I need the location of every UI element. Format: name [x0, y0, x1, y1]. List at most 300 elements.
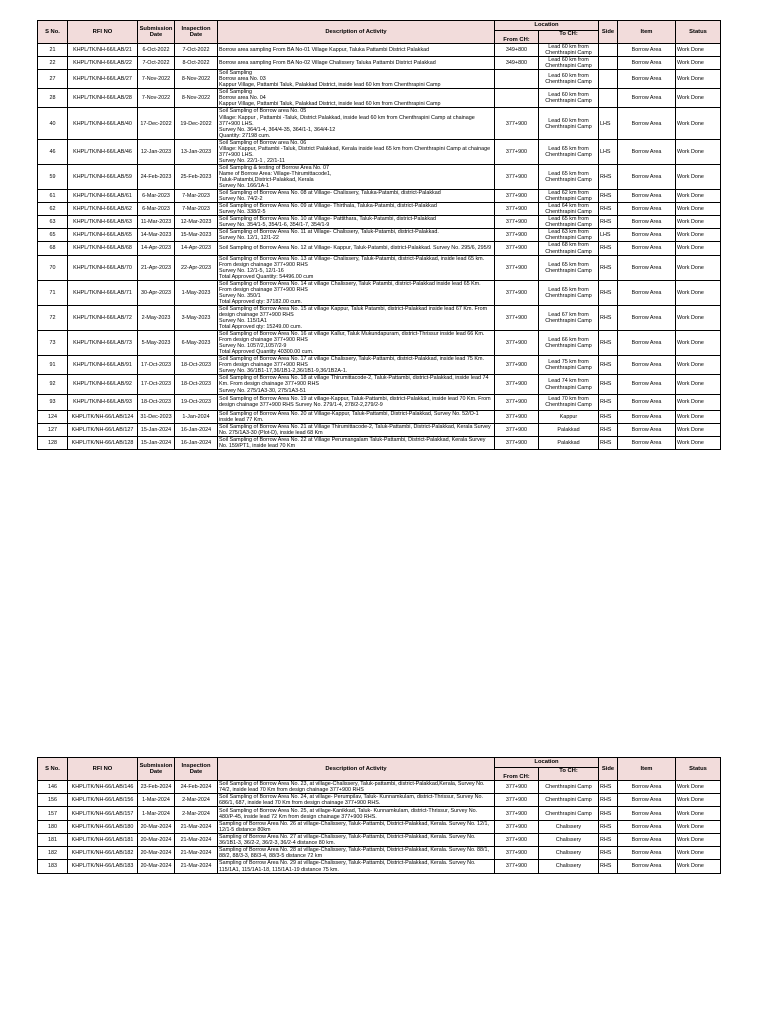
- table-row: [38, 860, 721, 873]
- cell-side: RHS: [599, 375, 618, 394]
- cell-side: RHS: [599, 860, 618, 873]
- cell-to-ch: Lead 75 km from Chenthrapini Camp: [539, 356, 599, 375]
- cell-rfi: KHPL/TK/NH-66/LAB/21: [68, 44, 138, 57]
- cell-submission-date: 1-Mar-2024: [138, 807, 175, 821]
- cell-sno: 128: [38, 436, 68, 449]
- cell-side: RHS: [599, 216, 618, 229]
- header-from-ch: From CH:: [495, 31, 539, 44]
- cell-to-ch: Chalissery: [539, 834, 599, 847]
- cell-to-ch: Chalissery: [539, 860, 599, 873]
- cell-sno: 61: [38, 190, 68, 203]
- cell-item: Borrow Area: [618, 375, 676, 394]
- header-location: Location: [495, 758, 599, 768]
- cell-rfi: KHPL/TK/NH-66/LAB/156: [68, 794, 138, 807]
- cell-side: [599, 57, 618, 70]
- cell-sno: 40: [38, 108, 68, 139]
- cell-submission-date: 17-Dec-2022: [138, 108, 175, 139]
- cell-rfi: KHPL/TK/NH-66/LAB/91: [68, 356, 138, 375]
- cell-description: Soil Sampling of Borrow Area No. 18 at village Thirumittacode-2, Taluk-Pattambi, district-Palakkad, inside lead 74 Km. From design chainage 377+900 RHS Survey No. 275/1A3-30, 275/1A3-51: [218, 375, 495, 394]
- cell-item: Borrow Area: [618, 834, 676, 847]
- cell-item: Borrow Area: [618, 216, 676, 229]
- cell-to-ch: Chalissery: [539, 847, 599, 860]
- cell-to-ch: Lead 67 km from Chenthrapini Camp: [539, 305, 599, 330]
- cell-submission-date: 7-Nov-2022: [138, 70, 175, 89]
- cell-inspection-date: 18-Oct-2023: [175, 356, 218, 375]
- cell-description: Soil Sampling of Borrow Area No. 12 at Village- Kappur, Taluk-Patambi, district-Palakkad. Survey No. 295/6, 295/9: [218, 242, 495, 255]
- cell-item: Borrow Area: [618, 821, 676, 834]
- cell-to-ch: Lead 60 km from Chenthrapini Camp: [539, 89, 599, 108]
- cell-rfi: KHPL/TK/NH-66/LAB/71: [68, 280, 138, 305]
- cell-side: RHS: [599, 807, 618, 821]
- cell-side: RHS: [599, 423, 618, 436]
- cell-description: Soil Sampling of Borrow Area No. 09 at Village- Thirthala, Taluka-Patambi, district-Palakkad Survey No. 338/2-5: [218, 203, 495, 216]
- cell-submission-date: 20-Mar-2024: [138, 847, 175, 860]
- cell-to-ch: Palakkad: [539, 423, 599, 436]
- cell-side: RHS: [599, 410, 618, 423]
- header-from-ch: From CH:: [495, 768, 539, 781]
- cell-description: Soil Sampling of Borrow area No. 05 Village: Kappur , Pattambi -Taluk, District Palakkad, inside lead 60 km from Chenthrapini Camp at chainage 377+900 LHS. Survey No. 364/1-4, 364/4-35, 364/1-1, 364/4-12 Quantity: 27198 cum.: [218, 108, 495, 139]
- cell-description: Soil Sampling of Borrow Area No. 11 at Village- Chalissery, Taluk-Patambi, district-Palakkad. Survey No. 12/1, 12/1-22: [218, 229, 495, 242]
- table-row: [38, 807, 721, 821]
- cell-from-ch: 377+900: [495, 242, 539, 255]
- cell-submission-date: 31-Dec-2023: [138, 410, 175, 423]
- header-side: Side: [599, 21, 618, 44]
- cell-side: RHS: [599, 203, 618, 216]
- cell-side: LHS: [599, 229, 618, 242]
- cell-inspection-date: 21-Mar-2024: [175, 860, 218, 873]
- table-row: [38, 89, 721, 108]
- cell-from-ch: 377+900: [495, 781, 539, 794]
- cell-side: RHS: [599, 394, 618, 410]
- table-row: [38, 70, 721, 89]
- cell-inspection-date: 21-Mar-2024: [175, 821, 218, 834]
- cell-status: Work Done: [676, 394, 721, 410]
- cell-rfi: KHPL/TK/NH-66/LAB/128: [68, 436, 138, 449]
- cell-description: Soil Sampling & testing of Borrow Area No. 07 Name of Borrow Area: Village-Thirumittacode1, Taluk-Patambi,District-Palakkad, Kerala Survey No. 166/1A-1: [218, 164, 495, 189]
- cell-item: Borrow Area: [618, 423, 676, 436]
- cell-from-ch: 349+800: [495, 44, 539, 57]
- header-submission-date: Submission Date: [138, 21, 175, 44]
- cell-from-ch: 377+900: [495, 280, 539, 305]
- cell-status: Work Done: [676, 280, 721, 305]
- cell-rfi: KHPL/TK/NH-66/LAB/63: [68, 216, 138, 229]
- table-row: [38, 436, 721, 449]
- cell-item: Borrow Area: [618, 860, 676, 873]
- cell-inspection-date: 12-Mar-2023: [175, 216, 218, 229]
- cell-status: Work Done: [676, 375, 721, 394]
- cell-item: Borrow Area: [618, 229, 676, 242]
- header-sno: S No.: [38, 21, 68, 44]
- cell-sno: 182: [38, 847, 68, 860]
- header-to-ch: To CH:: [539, 768, 599, 781]
- cell-rfi: KHPL/TK/NH-66/LAB/181: [68, 834, 138, 847]
- cell-side: RHS: [599, 356, 618, 375]
- cell-description: Sampling of Borrow Area No. 26 at village-Chalissery, Taluk-Pattambi, District-Palakkad, Kerala. Survey No. 12/1, 12/1-5 distance 80km: [218, 821, 495, 834]
- cell-item: Borrow Area: [618, 781, 676, 794]
- cell-status: Work Done: [676, 44, 721, 57]
- cell-from-ch: 377+900: [495, 216, 539, 229]
- cell-description: Soil Sampling of Borrow Area No. 20 at Village-Kappur, Taluk-Pattambi, District-Palakkad, Survey No. 52/O-1 inside lead 77 Km.: [218, 410, 495, 423]
- cell-sno: 22: [38, 57, 68, 70]
- header-side: Side: [599, 758, 618, 781]
- table-row: [38, 331, 721, 356]
- cell-sno: 127: [38, 423, 68, 436]
- cell-inspection-date: 2-Mar-2024: [175, 807, 218, 821]
- cell-submission-date: 11-Mar-2023: [138, 216, 175, 229]
- cell-from-ch: 377+900: [495, 356, 539, 375]
- cell-rfi: KHPL/TK/NH-66/LAB/93: [68, 394, 138, 410]
- cell-from-ch: 377+900: [495, 375, 539, 394]
- cell-item: Borrow Area: [618, 794, 676, 807]
- cell-to-ch: Lead 70 km from Chenthrapini Camp: [539, 394, 599, 410]
- cell-item: Borrow Area: [618, 847, 676, 860]
- cell-submission-date: 7-Nov-2022: [138, 89, 175, 108]
- cell-submission-date: 5-May-2023: [138, 331, 175, 356]
- cell-sno: 156: [38, 794, 68, 807]
- cell-status: Work Done: [676, 229, 721, 242]
- cell-rfi: KHPL/TK/NH-66/LAB/61: [68, 190, 138, 203]
- cell-rfi: KHPL/TK/NH-66/LAB/146: [68, 781, 138, 794]
- cell-inspection-date: 16-Jan-2024: [175, 436, 218, 449]
- cell-inspection-date: 18-Oct-2023: [175, 375, 218, 394]
- cell-description: Soil Sampling of Borrow Area No. 24, at village- Perumpilav, Taluk- Kunnamkulam, district-Thrissur, Survey No. 686/1, 687, inside lead 70 Km from design chainage 377+900 RHS.: [218, 794, 495, 807]
- cell-side: RHS: [599, 834, 618, 847]
- table-row: [38, 410, 721, 423]
- cell-rfi: KHPL/TK/NH-66/LAB/68: [68, 242, 138, 255]
- cell-sno: 71: [38, 280, 68, 305]
- cell-rfi: KHPL/TK/NH-66/LAB/92: [68, 375, 138, 394]
- cell-inspection-date: 7-Mar-2023: [175, 190, 218, 203]
- cell-submission-date: 18-Oct-2023: [138, 394, 175, 410]
- table-row: [38, 280, 721, 305]
- cell-description: Soil Sampling of Borrow Area No. 14 at village Chalissery, Taluk Patambi, district-Palakkad inside lead 65 Km. From design chainage 377+900 RHS Survey No. 350/1 Total Approved qty: 37182.00 cum.: [218, 280, 495, 305]
- cell-status: Work Done: [676, 807, 721, 821]
- cell-description: Soil Sampling of Borrow Area No. 08 at Village- Chalissery, Taluka-Patambi, district-Palakkad Survey No. 74/2-2: [218, 190, 495, 203]
- cell-side: RHS: [599, 821, 618, 834]
- cell-from-ch: 377+900: [495, 203, 539, 216]
- cell-to-ch: Lead 65 km from Chenthrapini Camp: [539, 280, 599, 305]
- cell-rfi: KHPL/TK/NH-66/LAB/182: [68, 847, 138, 860]
- cell-status: Work Done: [676, 203, 721, 216]
- cell-description: Soil Sampling of Borrow Area No. 15 at village Kappur, Taluk Patambi, district-Palakkad inside lead 67 Km. From design chainage 377+900 RHS Survey No. 115/1A1 Total Approved qty: 15249.00 cum.: [218, 305, 495, 330]
- cell-inspection-date: 8-Oct-2022: [175, 57, 218, 70]
- cell-item: Borrow Area: [618, 436, 676, 449]
- cell-to-ch: Palakkad: [539, 436, 599, 449]
- cell-rfi: KHPL/TK/NH-66/LAB/73: [68, 331, 138, 356]
- cell-inspection-date: 19-Oct-2023: [175, 394, 218, 410]
- cell-sno: 59: [38, 164, 68, 189]
- cell-sno: 28: [38, 89, 68, 108]
- cell-to-ch: Lead 60 km from Chenthrapini Camp: [539, 108, 599, 139]
- cell-to-ch: Chenthrapini Camp: [539, 807, 599, 821]
- cell-inspection-date: 8-Nov-2022: [175, 89, 218, 108]
- cell-inspection-date: 13-Jan-2023: [175, 139, 218, 164]
- cell-description: Sampling of Borrow Area No. 29 at village-Chalissery, Taluk-Pattambi, District-Palakkad, Kerala. Survey No. 115/1A1, 115/1A1-18, 115/1A1-19 distance 75 km.: [218, 860, 495, 873]
- cell-from-ch: 377+900: [495, 807, 539, 821]
- cell-submission-date: 1-Mar-2024: [138, 794, 175, 807]
- cell-status: Work Done: [676, 255, 721, 280]
- cell-from-ch: 377+900: [495, 423, 539, 436]
- cell-to-ch: Lead 65 km from Chenthrapini Camp: [539, 164, 599, 189]
- cell-inspection-date: 7-Oct-2022: [175, 44, 218, 57]
- cell-submission-date: 30-Apr-2023: [138, 280, 175, 305]
- cell-side: RHS: [599, 305, 618, 330]
- cell-from-ch: 377+900: [495, 821, 539, 834]
- cell-description: Sampling of Borrow Area No. 27 at village-Chalissery, Taluk-Pattambi, District-Palakkad, Kerala. Survey No. 36/1B1-3, 36/2-2, 36/2-3, 36/2-4 distance 80 km.: [218, 834, 495, 847]
- cell-to-ch: Lead 65 km from Chenthrapini Camp: [539, 139, 599, 164]
- table-row: [38, 242, 721, 255]
- cell-status: Work Done: [676, 139, 721, 164]
- cell-side: RHS: [599, 164, 618, 189]
- cell-rfi: KHPL/TK/NH-66/LAB/127: [68, 423, 138, 436]
- header-inspection-date: Inspection Date: [175, 21, 218, 44]
- cell-item: Borrow Area: [618, 356, 676, 375]
- cell-status: Work Done: [676, 190, 721, 203]
- cell-item: Borrow Area: [618, 280, 676, 305]
- cell-to-ch: Lead 60 km from Chenthrapini Camp: [539, 44, 599, 57]
- cell-to-ch: Lead 60 km from Chenthrapini Camp: [539, 57, 599, 70]
- cell-status: Work Done: [676, 860, 721, 873]
- cell-sno: 146: [38, 781, 68, 794]
- cell-sno: 92: [38, 375, 68, 394]
- cell-description: Soil Sampling of Borrow Area No. 23, at village-Chalissery, Taluk-pattambi, district-Palakkad,Kerala, Survey No. 74/2, inside lead 70 Km from design chainage 377+900 RHS: [218, 781, 495, 794]
- table-row: [38, 139, 721, 164]
- cell-to-ch: Lead 63 km from Chenthrapini Camp: [539, 229, 599, 242]
- cell-description: Soil Sampling of Borrow area No. 06 Village: Kappur, Pattambi -Taluk, District Palakkad, Kerala inside lead 65 km from Chenthrapini Camp at chainage 377+900 LHS. Survey No. 22/1-1 , 22/1-11: [218, 139, 495, 164]
- cell-rfi: KHPL/TK/NH-66/LAB/183: [68, 860, 138, 873]
- cell-from-ch: 377+900: [495, 190, 539, 203]
- cell-sno: 183: [38, 860, 68, 873]
- cell-rfi: KHPL/TK/NH-66/LAB/124: [68, 410, 138, 423]
- table-row: [38, 356, 721, 375]
- cell-side: RHS: [599, 255, 618, 280]
- cell-description: Soil Sampling of Borrow Area No. 17 at village Chalissery, Taluk-Pattambi, district-Palakkad, inside lead 75 Km. From design chainage 377+900 RHS Survey No. 36/1B1-17,36/1B1-2,36/1B1-9,36/1B2A-1.: [218, 356, 495, 375]
- cell-to-ch: Chenthrapini Camp: [539, 781, 599, 794]
- cell-rfi: KHPL/TK/NH-66/LAB/40: [68, 108, 138, 139]
- cell-submission-date: 6-Mar-2023: [138, 190, 175, 203]
- header-to-ch: To CH:: [539, 31, 599, 44]
- cell-submission-date: 20-Mar-2024: [138, 860, 175, 873]
- cell-status: Work Done: [676, 305, 721, 330]
- cell-status: Work Done: [676, 89, 721, 108]
- cell-inspection-date: 3-May-2023: [175, 305, 218, 330]
- cell-inspection-date: 6-May-2023: [175, 331, 218, 356]
- cell-status: Work Done: [676, 423, 721, 436]
- cell-side: [599, 44, 618, 57]
- cell-status: Work Done: [676, 410, 721, 423]
- table-row: [38, 423, 721, 436]
- header-status: Status: [676, 758, 721, 781]
- cell-to-ch: Kappur: [539, 410, 599, 423]
- cell-submission-date: 14-Mar-2023: [138, 229, 175, 242]
- cell-description: Soil Sampling of Borrow Area No. 21 at Village Thirumittacode-2, Taluk-Pattambi, District-Palakkad, Kerala Survey No. 275/1A3-30 (Plot-D), inside lead 68 Km: [218, 423, 495, 436]
- cell-from-ch: 377+900: [495, 331, 539, 356]
- cell-item: Borrow Area: [618, 255, 676, 280]
- table-row: [38, 781, 721, 794]
- cell-submission-date: 24-Feb-2023: [138, 164, 175, 189]
- cell-submission-date: 2-May-2023: [138, 305, 175, 330]
- cell-item: Borrow Area: [618, 394, 676, 410]
- cell-side: RHS: [599, 781, 618, 794]
- cell-from-ch: 377+900: [495, 305, 539, 330]
- cell-to-ch: Lead 68 km from Chenthrapini Camp: [539, 242, 599, 255]
- cell-submission-date: 14-Apr-2023: [138, 242, 175, 255]
- cell-description: Soil Sampling of Borrow Area No. 16 at village Kallur, Taluk Mukundapuram, district-Thrissur inside lead 66 Km. From design chainage 377+900 RHS Survey No. 1057/2,1057/2-9 Total Approved Quantity 40300.00 cum.: [218, 331, 495, 356]
- header-item: Item: [618, 21, 676, 44]
- table-row: [38, 108, 721, 139]
- cell-inspection-date: 1-May-2023: [175, 280, 218, 305]
- cell-submission-date: 23-Feb-2024: [138, 781, 175, 794]
- cell-submission-date: 15-Jan-2024: [138, 436, 175, 449]
- cell-sno: 21: [38, 44, 68, 57]
- cell-status: Work Done: [676, 57, 721, 70]
- cell-rfi: KHPL/TK/NH-66/LAB/27: [68, 70, 138, 89]
- cell-description: Soil Sampling of Borrow Area No. 13 at Village- Chalissery, Taluk-Patambi, district-Palakkad, inside lead 65 km. From design chainage 377+900 RHS Survey No. 12/1-5, 12/1-16 Total Approved Quantity: 54496.00 cum: [218, 255, 495, 280]
- header-sno: S No.: [38, 758, 68, 781]
- rfi-table-2: [37, 757, 721, 874]
- cell-item: Borrow Area: [618, 44, 676, 57]
- cell-status: Work Done: [676, 70, 721, 89]
- cell-item: Borrow Area: [618, 410, 676, 423]
- cell-side: RHS: [599, 280, 618, 305]
- table-row: [38, 164, 721, 189]
- cell-description: Soil Sampling of Borrow Area No. 19 at village-Kappur, Taluk-Pattambi, district-Palakkad, inside lead 70 Km. From design chainage 377+900 RHS Survey No. 279/1-4, 278/2-2,279/2-9: [218, 394, 495, 410]
- cell-inspection-date: 14-Apr-2023: [175, 242, 218, 255]
- cell-side: RHS: [599, 436, 618, 449]
- cell-status: Work Done: [676, 242, 721, 255]
- table-row: [38, 255, 721, 280]
- cell-from-ch: 377+900: [495, 108, 539, 139]
- table-row: [38, 794, 721, 807]
- cell-side: RHS: [599, 190, 618, 203]
- cell-item: Borrow Area: [618, 108, 676, 139]
- cell-item: Borrow Area: [618, 807, 676, 821]
- table-row: [38, 847, 721, 860]
- cell-sno: 124: [38, 410, 68, 423]
- cell-sno: 180: [38, 821, 68, 834]
- cell-status: Work Done: [676, 847, 721, 860]
- cell-rfi: KHPL/TK/NH-66/LAB/59: [68, 164, 138, 189]
- table-row: [38, 216, 721, 229]
- cell-description: Sampling of Borrow Area No. 28 at village-Chalissery, Taluk-Pattambi, District-Palakkad, Kerala. Survey No. 88/1, 88/2, 88/3-3, 88/3-4, 88/3-5 distance 72 km: [218, 847, 495, 860]
- header-description: Description of Activity: [218, 758, 495, 781]
- table-row: [38, 834, 721, 847]
- cell-side: RHS: [599, 847, 618, 860]
- cell-from-ch: 377+900: [495, 847, 539, 860]
- cell-submission-date: 12-Jan-2023: [138, 139, 175, 164]
- cell-status: Work Done: [676, 781, 721, 794]
- table-row: [38, 375, 721, 394]
- cell-inspection-date: 21-Mar-2024: [175, 847, 218, 860]
- cell-sno: 68: [38, 242, 68, 255]
- cell-description: Soil Sampling Borrow area No. 04 Kappur Village, Pattambi Taluk, Palakkad District, inside lead 60 km from Chenthrapini Camp: [218, 89, 495, 108]
- table-row: [38, 190, 721, 203]
- cell-side: [599, 70, 618, 89]
- cell-sno: 157: [38, 807, 68, 821]
- cell-inspection-date: 7-Mar-2023: [175, 203, 218, 216]
- cell-description: Borrow area sampling From BA No-01 Village Kappur, Taluka Pattambi District Palakkad: [218, 44, 495, 57]
- cell-from-ch: 377+900: [495, 436, 539, 449]
- header-submission-date: Submission Date: [138, 758, 175, 781]
- header-inspection-date: Inspection Date: [175, 758, 218, 781]
- cell-from-ch: 377+900: [495, 229, 539, 242]
- cell-to-ch: Lead 60 km from Chenthrapini Camp: [539, 70, 599, 89]
- cell-status: Work Done: [676, 794, 721, 807]
- cell-sno: 46: [38, 139, 68, 164]
- cell-inspection-date: 8-Nov-2022: [175, 70, 218, 89]
- cell-sno: 91: [38, 356, 68, 375]
- cell-description: Soil Sampling of Borrow Area No. 10 at Village- Pattithara, Taluk-Patambi, district-Palakkad Survey No. 354/1-5, 354/1-6, 354/1-7, 354/1-9: [218, 216, 495, 229]
- header-rfi: RFI NO: [68, 758, 138, 781]
- cell-side: LHS: [599, 108, 618, 139]
- table-row: [38, 57, 721, 70]
- cell-inspection-date: 1-Jan-2024: [175, 410, 218, 423]
- cell-status: Work Done: [676, 164, 721, 189]
- cell-side: LHS: [599, 139, 618, 164]
- cell-rfi: KHPL/TK/NH-66/LAB/180: [68, 821, 138, 834]
- cell-description: Soil Sampling Borrow area No. 03 Kappur Village, Pattambi Taluk, Palakkad District, inside lead 60 km from Chenthrapini Camp: [218, 70, 495, 89]
- cell-submission-date: 15-Jan-2024: [138, 423, 175, 436]
- cell-description: Soil Sampling of Borrow Area No. 22 at Village Perumangalam Taluk-Pattambi, District-Palakkad, Kerala Survey No. 159/PT1, inside lead 70 Km: [218, 436, 495, 449]
- cell-from-ch: 377+900: [495, 255, 539, 280]
- cell-item: Borrow Area: [618, 139, 676, 164]
- cell-item: Borrow Area: [618, 305, 676, 330]
- cell-item: Borrow Area: [618, 190, 676, 203]
- cell-inspection-date: 15-Mar-2023: [175, 229, 218, 242]
- cell-submission-date: 21-Apr-2023: [138, 255, 175, 280]
- cell-status: Work Done: [676, 216, 721, 229]
- cell-rfi: KHPL/TK/NH-66/LAB/157: [68, 807, 138, 821]
- cell-from-ch: 377+900: [495, 860, 539, 873]
- cell-from-ch: 377+900: [495, 164, 539, 189]
- cell-item: Borrow Area: [618, 242, 676, 255]
- cell-submission-date: 17-Oct-2023: [138, 356, 175, 375]
- header-item: Item: [618, 758, 676, 781]
- cell-submission-date: 7-Oct-2022: [138, 57, 175, 70]
- cell-item: Borrow Area: [618, 331, 676, 356]
- cell-from-ch: [495, 89, 539, 108]
- cell-rfi: KHPL/TK/NH-66/LAB/70: [68, 255, 138, 280]
- cell-item: Borrow Area: [618, 164, 676, 189]
- cell-submission-date: 20-Mar-2024: [138, 821, 175, 834]
- cell-rfi: KHPL/TK/NH-66/LAB/62: [68, 203, 138, 216]
- cell-rfi: KHPL/TK/NH-66/LAB/22: [68, 57, 138, 70]
- cell-item: Borrow Area: [618, 70, 676, 89]
- cell-side: RHS: [599, 794, 618, 807]
- cell-side: RHS: [599, 331, 618, 356]
- cell-rfi: KHPL/TK/NH-66/LAB/28: [68, 89, 138, 108]
- cell-rfi: KHPL/TK/NH-66/LAB/65: [68, 229, 138, 242]
- cell-rfi: KHPL/TK/NH-66/LAB/72: [68, 305, 138, 330]
- cell-sno: 65: [38, 229, 68, 242]
- cell-inspection-date: 22-Apr-2023: [175, 255, 218, 280]
- cell-status: Work Done: [676, 821, 721, 834]
- cell-sno: 181: [38, 834, 68, 847]
- cell-to-ch: Chalissery: [539, 821, 599, 834]
- table-row: [38, 394, 721, 410]
- cell-side: RHS: [599, 242, 618, 255]
- cell-to-ch: Lead 74 km from Chenthrapini Camp: [539, 375, 599, 394]
- cell-to-ch: Lead 65 km from Chenthrapini Camp: [539, 255, 599, 280]
- cell-sno: 62: [38, 203, 68, 216]
- cell-from-ch: 377+900: [495, 794, 539, 807]
- header-rfi: RFI NO: [68, 21, 138, 44]
- cell-sno: 27: [38, 70, 68, 89]
- table-row: [38, 305, 721, 330]
- cell-submission-date: 17-Oct-2023: [138, 375, 175, 394]
- header-location: Location: [495, 21, 599, 31]
- cell-item: Borrow Area: [618, 89, 676, 108]
